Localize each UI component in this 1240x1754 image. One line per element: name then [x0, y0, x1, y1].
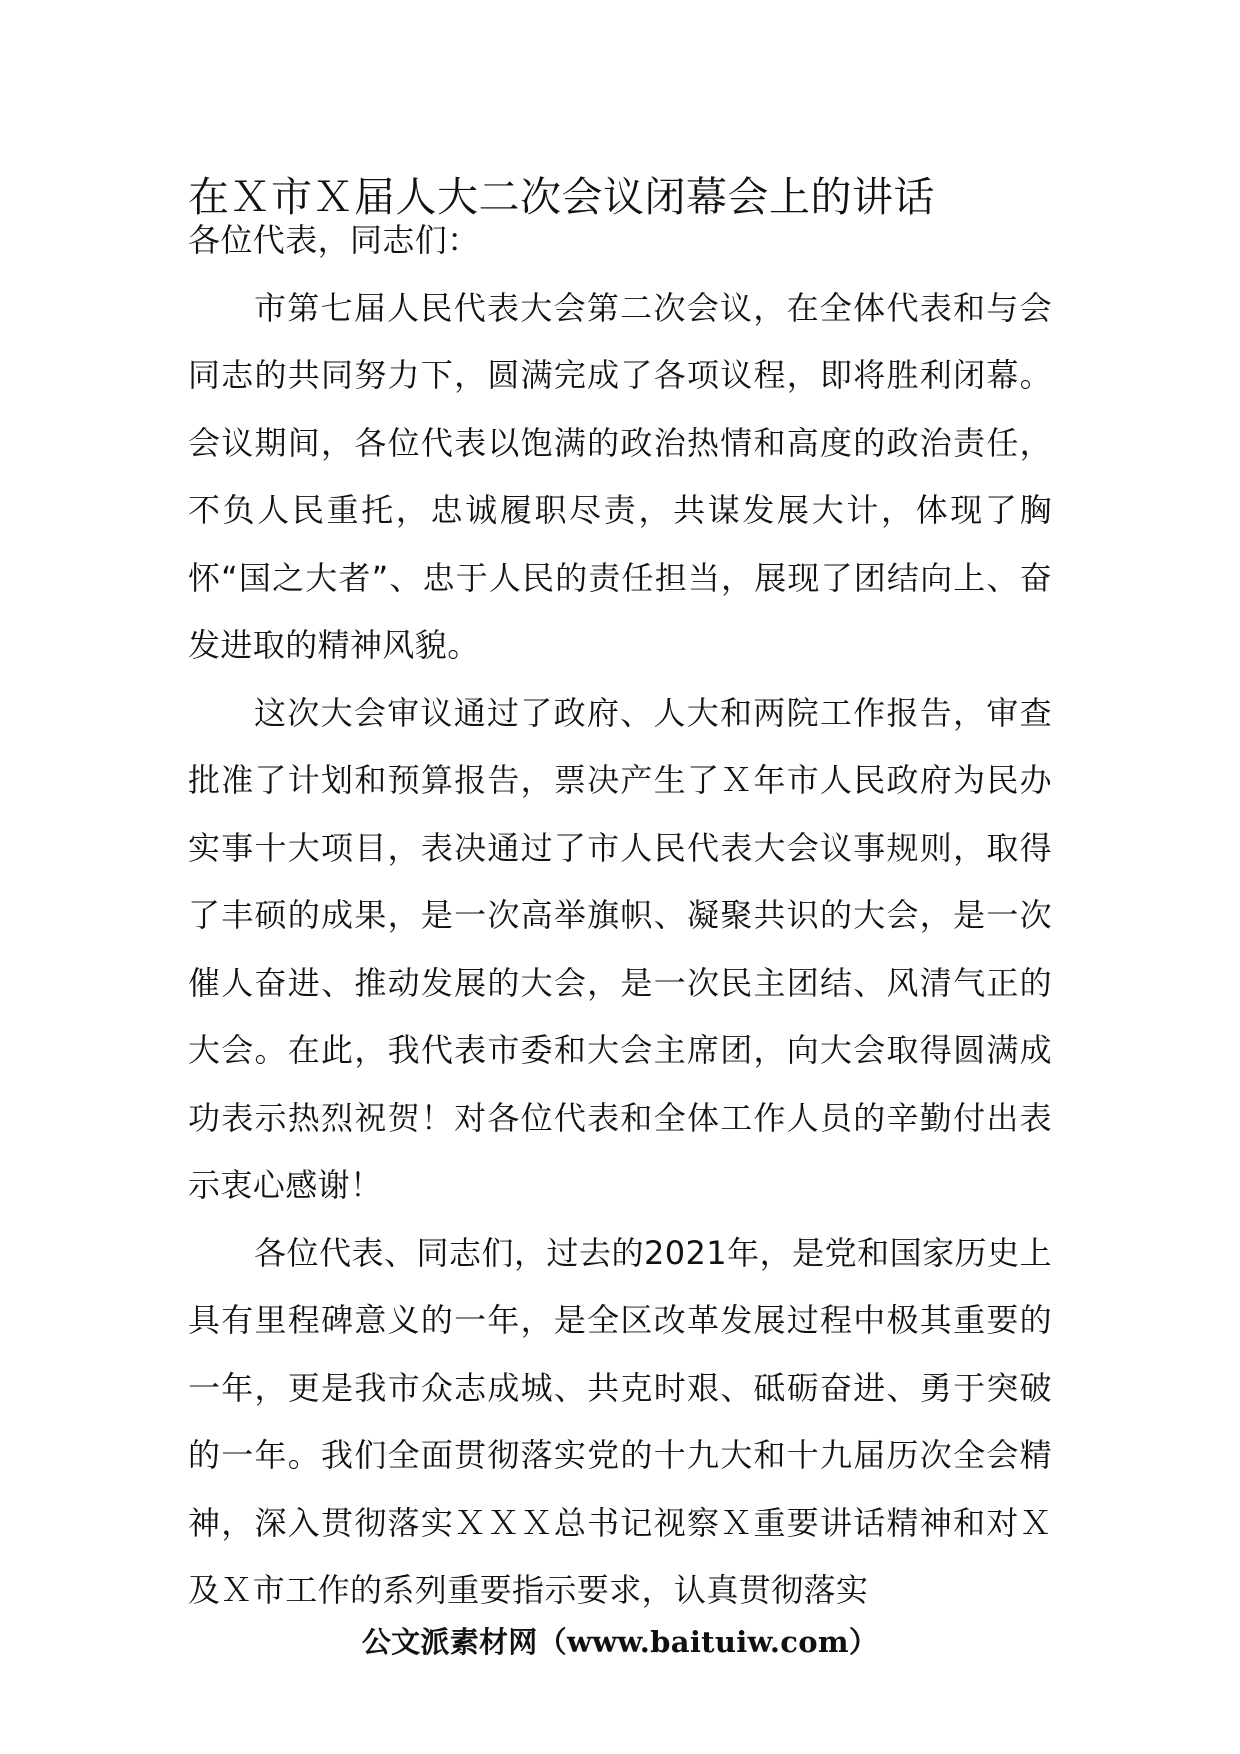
paragraph-1: 市第七届人民代表大会第二次会议，在全体代表和与会同志的共同努力下，圆满完成了各项议程，即将胜利闭幕。会议期间，各位代表以饱满的政治热情和高度的政治责任，不负人民重托，忠诚履职尽责，共谋发展大计，体现了胸怀“国之大者”、忠于人民的责任担当，展现了团结向上、奋发进取的精神风貌。	[188, 288, 1052, 664]
paragraph-3: 各位代表、同志们，过去的2021年，是党和国家历史上具有里程碑意义的一年，是全区改革发展过程中极其重要的一年，更是我市众志成城、共克时艰、砥砺奋进、勇于突破的一年。我们全面贯彻落实党的十九大和十九届历次全会精神，深入贯彻落实ＸＸＸ总书记视察Ｘ重要讲话精神和对Ｘ及Ｘ市工作的系列重要指示要求，认真贯彻落实	[188, 1233, 1052, 1609]
salutation: 各位代表，同志们：	[188, 221, 480, 259]
paragraph-2: 这次大会审议通过了政府、人大和两院工作报告，审查批准了计划和预算报告，票决产生了Ｘ年市人民政府为民办实事十大项目，表决通过了市人民代表大会议事规则，取得了丰硕的成果，是一次高举旗帜、凝聚共识的大会，是一次催人奋进、推动发展的大会，是一次民主团结、风清气正的大会。在此，我代表市委和大会主席团，向大会取得圆满成功表示热烈祝贺！对各位代表和全体工作人员的辛勤付出表示衷心感谢！	[188, 693, 1052, 1204]
document-body	[188, 207, 1052, 1625]
source-footer: 公文派素材网（www.baituiw.com）	[361, 1625, 879, 1659]
document-title: 在Ｘ市Ｘ届人大二次会议闭幕会上的讲话	[188, 173, 935, 221]
